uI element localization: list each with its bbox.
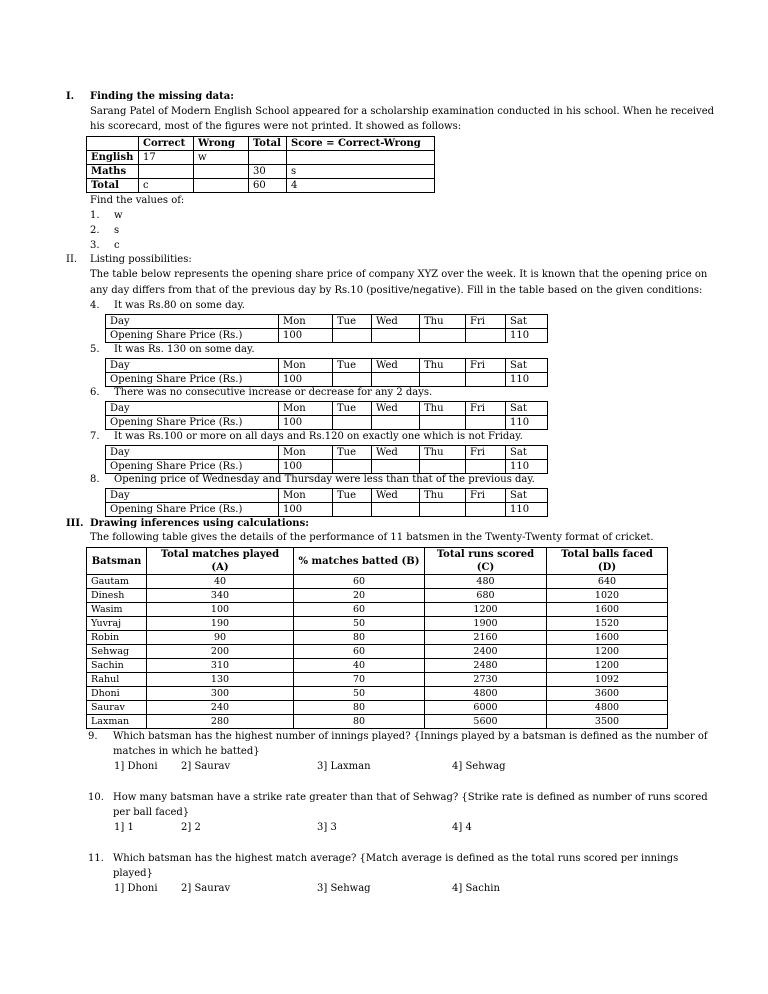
price-cell: 100: [279, 329, 333, 343]
scorecard-row: [87, 151, 435, 165]
day-row: [106, 359, 548, 373]
table-cell: 4800: [425, 687, 547, 701]
table-cell: 2480: [425, 659, 547, 673]
question-text: It was Rs.100 or more on all days and Rs.120 on exactly one which is not Friday.: [114, 431, 523, 442]
day-cell: Tue: [333, 402, 372, 416]
table-row: [87, 603, 668, 617]
day-cell: Fri: [466, 315, 506, 329]
price-row: [106, 416, 548, 430]
answer-option: 4] 4: [452, 822, 472, 833]
day-cell: Sat: [506, 489, 548, 503]
price-cell: 110: [506, 329, 548, 343]
table-cell: 200: [147, 645, 294, 659]
scorecard-cell: w: [194, 151, 249, 165]
answer-option: 1] Dhoni: [114, 883, 158, 894]
day-row: [106, 315, 548, 329]
day-row: [106, 489, 548, 503]
batsman-name-cell: Rahul: [87, 673, 147, 687]
section-2-numeral: II.: [66, 254, 78, 265]
item-text: c: [114, 240, 120, 251]
price-cell: [466, 373, 506, 387]
answer-option: 2] 2: [181, 822, 201, 833]
day-cell: Sat: [506, 446, 548, 460]
scorecard-cell: 60: [249, 179, 287, 193]
price-cell: 100: [279, 373, 333, 387]
item-number: 2.: [90, 225, 100, 236]
share-price-table: [105, 401, 548, 430]
batsman-name-cell: Gautam: [87, 575, 147, 589]
question-number: 7.: [90, 431, 100, 442]
share-price-table: [105, 488, 548, 517]
price-cell: 110: [506, 460, 548, 474]
price-cell: [420, 416, 466, 430]
scorecard-header-cell: Correct: [139, 137, 194, 151]
table-cell: 1600: [547, 631, 668, 645]
price-cell: [420, 503, 466, 517]
table-row: [87, 645, 668, 659]
table-cell: 3600: [547, 687, 668, 701]
table-cell: 40: [147, 575, 294, 589]
day-cell: Sat: [506, 315, 548, 329]
question-number: 5.: [90, 344, 100, 355]
day-cell: Fri: [466, 359, 506, 373]
table-cell: 60: [294, 645, 425, 659]
scorecard-cell: 4: [287, 179, 435, 193]
price-row: [106, 503, 548, 517]
day-cell: Tue: [333, 315, 372, 329]
section-2-heading: Listing possibilities:: [90, 254, 192, 265]
question-text: Opening price of Wednesday and Thursday were less than that of the previous day.: [114, 474, 535, 485]
price-cell: [420, 373, 466, 387]
table-cell: 300: [147, 687, 294, 701]
answer-option: 2] Saurav: [181, 883, 231, 894]
price-cell: [372, 503, 420, 517]
table-cell: 310: [147, 659, 294, 673]
day-cell: Thu: [420, 402, 466, 416]
price-row: [106, 460, 548, 474]
item-number: 3.: [90, 240, 100, 251]
table-cell: 70: [294, 673, 425, 687]
section-1-intro-line-1: Sarang Patel of Modern English School appeared for a scholarship examination conducted in his school. When he received: [90, 106, 715, 117]
table-cell: 1020: [547, 589, 668, 603]
day-cell: Mon: [279, 315, 333, 329]
price-cell: [466, 416, 506, 430]
question-number: 4.: [90, 300, 100, 311]
day-cell: Wed: [372, 446, 420, 460]
day-cell: Day: [106, 446, 279, 460]
table-cell: 340: [147, 589, 294, 603]
table-cell: 50: [294, 687, 425, 701]
batsman-name-cell: Dinesh: [87, 589, 147, 603]
batsmen-table: [86, 547, 668, 729]
table-row: [87, 617, 668, 631]
scorecard-row: [87, 179, 435, 193]
table-row: [87, 701, 668, 715]
day-cell: Wed: [372, 359, 420, 373]
batsman-name-cell: Yuvraj: [87, 617, 147, 631]
table-cell: 190: [147, 617, 294, 631]
table-cell: 1900: [425, 617, 547, 631]
scorecard-row: [87, 165, 435, 179]
question-text-line-2: per ball faced}: [113, 807, 190, 818]
batsmen-header-row: [87, 548, 668, 575]
scorecard-cell: Maths: [87, 165, 139, 179]
batsman-name-cell: Dhoni: [87, 687, 147, 701]
item-number: 1.: [90, 210, 100, 221]
table-cell: 4800: [547, 701, 668, 715]
question-text-line-1: Which batsman has the highest number of innings played? {Innings played by a batsman is defined as the number of: [113, 731, 708, 742]
share-price-table: [105, 314, 548, 343]
scorecard-cell: s: [287, 165, 435, 179]
question-text: It was Rs.80 on some day.: [114, 300, 245, 311]
table-cell: 1200: [547, 659, 668, 673]
batsmen-header-cell: Total runs scored (C): [425, 548, 547, 575]
table-row: [87, 631, 668, 645]
day-cell: Wed: [372, 489, 420, 503]
price-cell: 110: [506, 373, 548, 387]
table-cell: 130: [147, 673, 294, 687]
item-text: w: [114, 210, 123, 221]
day-cell: Tue: [333, 359, 372, 373]
scorecard-cell: [139, 165, 194, 179]
share-price-table: [105, 358, 548, 387]
batsman-name-cell: Sehwag: [87, 645, 147, 659]
table-cell: 2730: [425, 673, 547, 687]
scorecard-header-cell: [87, 137, 139, 151]
price-cell: [372, 373, 420, 387]
scorecard-cell: Total: [87, 179, 139, 193]
table-cell: 1600: [547, 603, 668, 617]
table-cell: 80: [294, 701, 425, 715]
table-cell: 1200: [547, 645, 668, 659]
price-cell: Opening Share Price (Rs.): [106, 416, 279, 430]
price-cell: Opening Share Price (Rs.): [106, 373, 279, 387]
day-cell: Thu: [420, 315, 466, 329]
scorecard-cell: c: [139, 179, 194, 193]
price-cell: 100: [279, 416, 333, 430]
table-cell: 100: [147, 603, 294, 617]
batsman-name-cell: Sachin: [87, 659, 147, 673]
day-cell: Wed: [372, 315, 420, 329]
answer-option: 3] Laxman: [317, 761, 371, 772]
section-3-numeral: III.: [66, 518, 84, 529]
scorecard-cell: [194, 165, 249, 179]
batsmen-header-cell: Total matches played (A): [147, 548, 294, 575]
scorecard-cell: [249, 151, 287, 165]
question-number: 8.: [90, 474, 100, 485]
table-cell: 280: [147, 715, 294, 729]
price-cell: 100: [279, 460, 333, 474]
table-cell: 20: [294, 589, 425, 603]
table-cell: 80: [294, 715, 425, 729]
day-cell: Tue: [333, 489, 372, 503]
scorecard-cell: 30: [249, 165, 287, 179]
table-cell: 1520: [547, 617, 668, 631]
price-cell: 100: [279, 503, 333, 517]
answer-option: 1] 1: [114, 822, 134, 833]
price-cell: Opening Share Price (Rs.): [106, 503, 279, 517]
question-text-line-1: How many batsman have a strike rate greater than that of Sehwag? {Strike rate is defined as number of runs scored: [113, 792, 708, 803]
question-text: There was no consecutive increase or decrease for any 2 days.: [114, 387, 433, 398]
question-number: 9.: [88, 731, 98, 742]
day-cell: Thu: [420, 489, 466, 503]
price-cell: [333, 503, 372, 517]
table-cell: 680: [425, 589, 547, 603]
question-text-line-2: played}: [113, 868, 153, 879]
answer-option: 2] Saurav: [181, 761, 231, 772]
question-number: 6.: [90, 387, 100, 398]
day-cell: Thu: [420, 446, 466, 460]
answer-option: 1] Dhoni: [114, 761, 158, 772]
price-row: [106, 329, 548, 343]
table-cell: 240: [147, 701, 294, 715]
price-cell: [420, 460, 466, 474]
table-cell: 6000: [425, 701, 547, 715]
day-row: [106, 402, 548, 416]
table-cell: 1092: [547, 673, 668, 687]
scorecard-header-row: [87, 137, 435, 151]
scorecard-cell: [194, 179, 249, 193]
table-cell: 3500: [547, 715, 668, 729]
price-cell: 110: [506, 503, 548, 517]
share-price-table: [105, 445, 548, 474]
item-text: s: [114, 225, 120, 236]
section-3-heading: Drawing inferences using calculations:: [90, 518, 309, 529]
table-cell: 80: [294, 631, 425, 645]
day-cell: Day: [106, 489, 279, 503]
price-cell: [333, 460, 372, 474]
day-cell: Sat: [506, 359, 548, 373]
table-row: [87, 659, 668, 673]
day-cell: Wed: [372, 402, 420, 416]
scorecard-cell: 17: [139, 151, 194, 165]
batsmen-header-cell: % matches batted (B): [294, 548, 425, 575]
table-cell: 50: [294, 617, 425, 631]
day-cell: Sat: [506, 402, 548, 416]
price-cell: [372, 416, 420, 430]
day-cell: Mon: [279, 359, 333, 373]
price-cell: Opening Share Price (Rs.): [106, 460, 279, 474]
table-cell: 90: [147, 631, 294, 645]
table-cell: 480: [425, 575, 547, 589]
section-2-intro-line-1: The table below represents the opening share price of company XYZ over the week. It is known that the opening price on: [90, 269, 708, 280]
section-2-intro-line-2: any day differs from that of the previous day by Rs.10 (positive/negative). Fill in the table based on the given conditions:: [90, 285, 703, 296]
table-cell: 5600: [425, 715, 547, 729]
day-cell: Fri: [466, 489, 506, 503]
question-number: 11.: [88, 853, 104, 864]
price-cell: [466, 329, 506, 343]
question-text: It was Rs. 130 on some day.: [114, 344, 255, 355]
day-cell: Mon: [279, 489, 333, 503]
batsman-name-cell: Robin: [87, 631, 147, 645]
section-1-intro-line-2: his scorecard, most of the figures were not printed. It showed as follows:: [90, 121, 462, 132]
answer-option: 4] Sachin: [452, 883, 500, 894]
scorecard-table: [86, 136, 435, 193]
price-cell: [420, 329, 466, 343]
price-cell: [372, 460, 420, 474]
section-3-intro: The following table gives the details of the performance of 11 batsmen in the Twenty-Twenty format of cricket.: [90, 532, 654, 543]
price-cell: [333, 373, 372, 387]
section-1-heading: Finding the missing data:: [90, 91, 234, 102]
table-row: [87, 575, 668, 589]
table-row: [87, 687, 668, 701]
scorecard-header-cell: Total: [249, 137, 287, 151]
question-text-line-1: Which batsman has the highest match average? {Match average is defined as the total runs scored per innings: [113, 853, 679, 864]
price-cell: [466, 460, 506, 474]
day-cell: Fri: [466, 446, 506, 460]
table-cell: 60: [294, 575, 425, 589]
batsmen-header-cell: Total balls faced (D): [547, 548, 668, 575]
batsman-name-cell: Wasim: [87, 603, 147, 617]
table-row: [87, 589, 668, 603]
day-cell: Fri: [466, 402, 506, 416]
batsman-name-cell: Laxman: [87, 715, 147, 729]
answer-option: 4] Sehwag: [452, 761, 506, 772]
price-cell: 110: [506, 416, 548, 430]
price-row: [106, 373, 548, 387]
scorecard-header-cell: Wrong: [194, 137, 249, 151]
answer-option: 3] Sehwag: [317, 883, 371, 894]
table-cell: 1200: [425, 603, 547, 617]
price-cell: [466, 503, 506, 517]
day-cell: Day: [106, 402, 279, 416]
question-number: 10.: [88, 792, 104, 803]
day-cell: Mon: [279, 402, 333, 416]
scorecard-header-cell: Score = Correct-Wrong: [287, 137, 435, 151]
question-text-line-2: matches in which he batted}: [113, 746, 260, 757]
price-cell: [372, 329, 420, 343]
price-cell: [333, 416, 372, 430]
day-cell: Mon: [279, 446, 333, 460]
batsman-name-cell: Saurav: [87, 701, 147, 715]
price-cell: [333, 329, 372, 343]
batsmen-header-cell: Batsman: [87, 548, 147, 575]
scorecard-cell: [287, 151, 435, 165]
day-cell: Day: [106, 359, 279, 373]
table-cell: 60: [294, 603, 425, 617]
table-row: [87, 715, 668, 729]
day-cell: Thu: [420, 359, 466, 373]
table-cell: 2160: [425, 631, 547, 645]
table-row: [87, 673, 668, 687]
table-cell: 2400: [425, 645, 547, 659]
day-row: [106, 446, 548, 460]
scorecard-cell: English: [87, 151, 139, 165]
find-values-text: Find the values of:: [90, 195, 185, 206]
day-cell: Tue: [333, 446, 372, 460]
day-cell: Day: [106, 315, 279, 329]
table-cell: 640: [547, 575, 668, 589]
section-1-numeral: I.: [66, 91, 75, 102]
price-cell: Opening Share Price (Rs.): [106, 329, 279, 343]
table-cell: 40: [294, 659, 425, 673]
answer-option: 3] 3: [317, 822, 337, 833]
